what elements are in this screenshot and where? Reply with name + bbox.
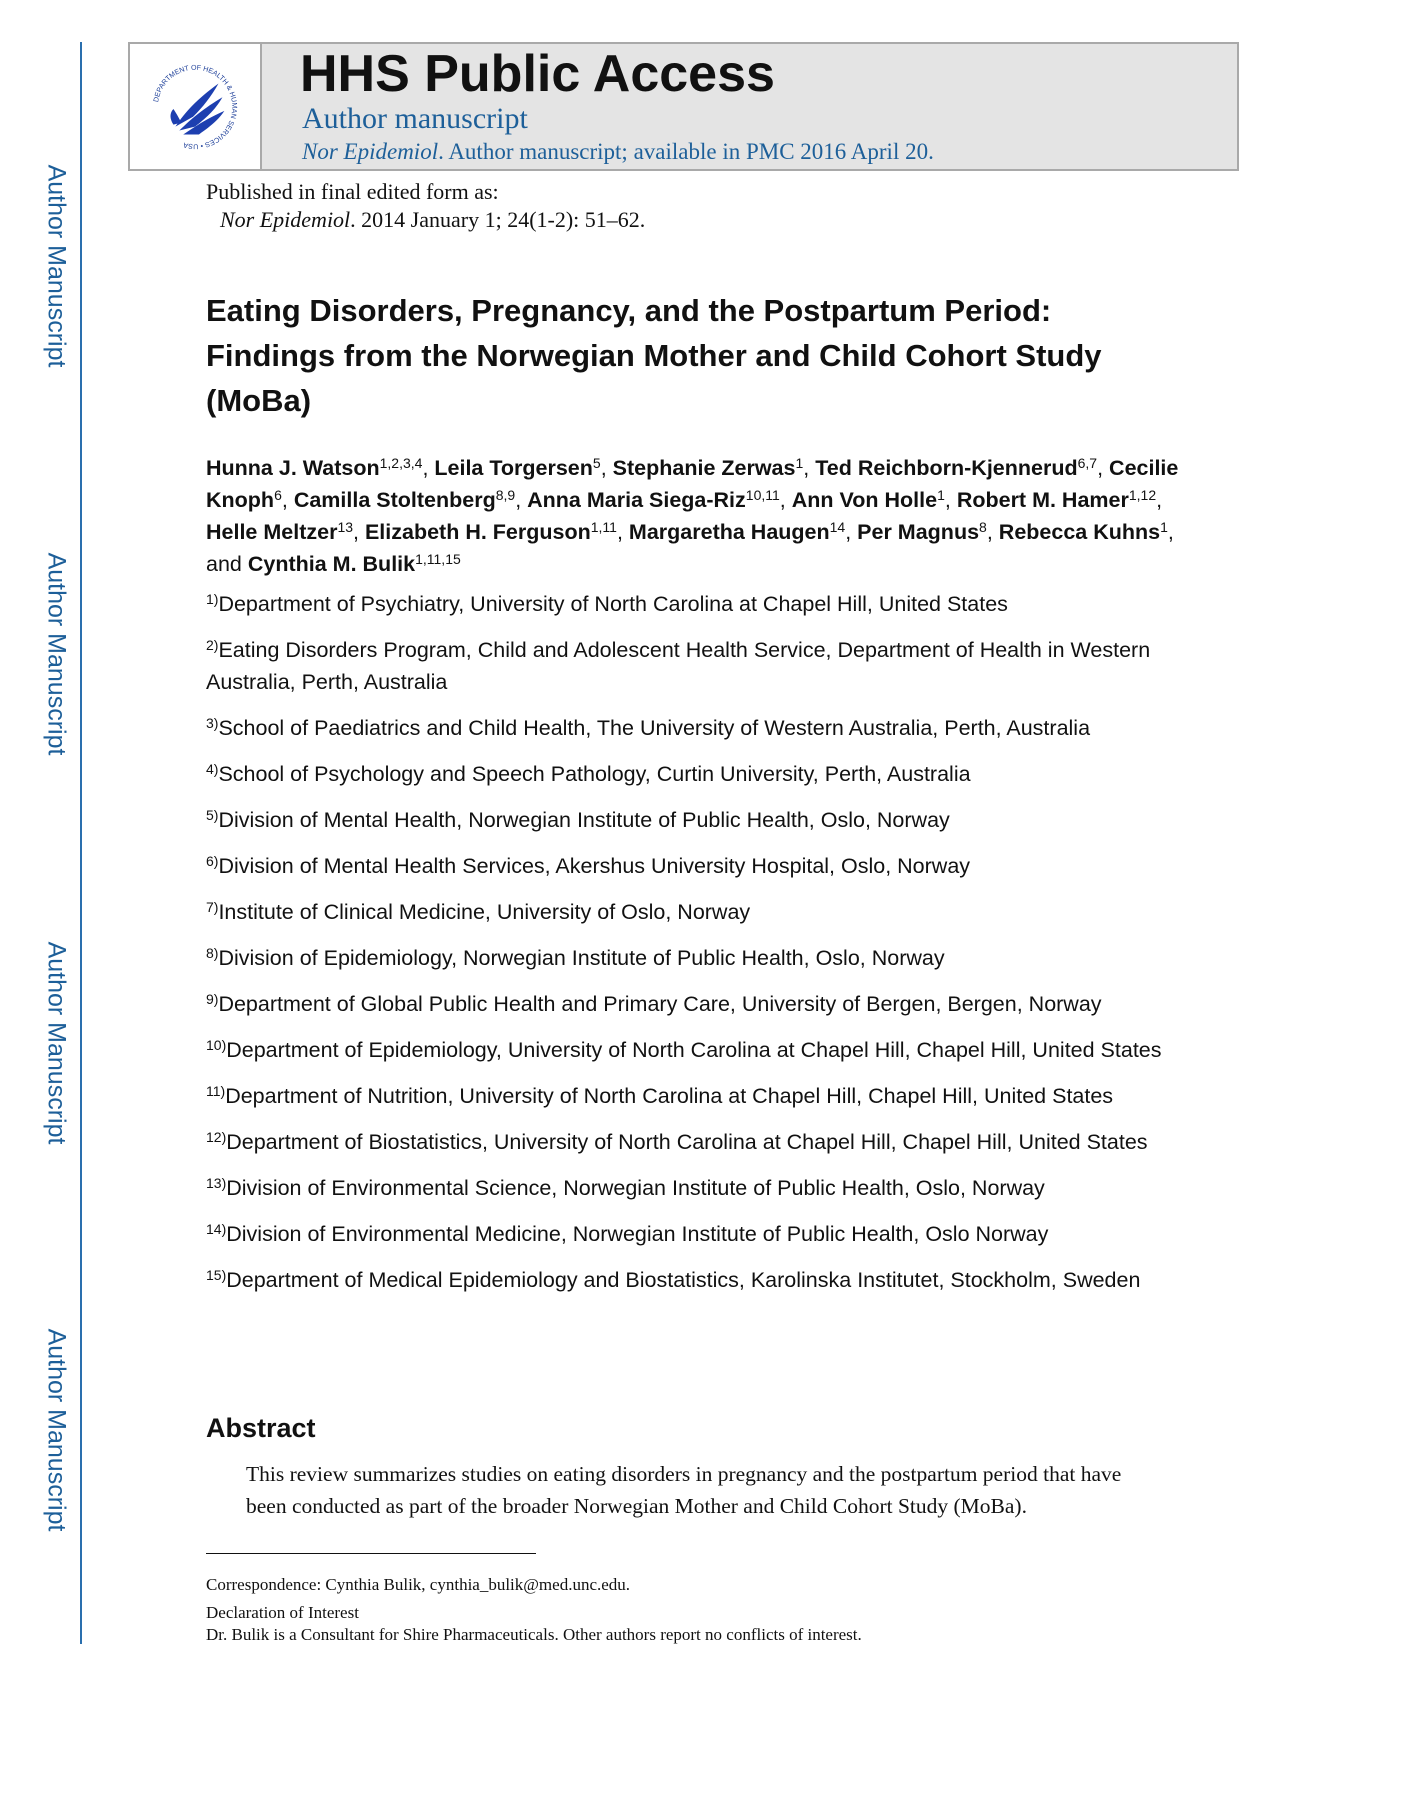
affiliation-text: Department of Epidemiology, University of North Carolina at Chapel Hill, Chapel Hill, United States	[226, 1038, 1162, 1062]
affiliation-item	[206, 1264, 1206, 1296]
affiliation-number: 6)	[206, 853, 219, 869]
sidebar-rule	[80, 42, 82, 1644]
title-line-2: Findings from the Norwegian Mother and Child Cohort Study	[206, 338, 1102, 373]
author-affiliation-sup: 8,9	[495, 487, 516, 503]
title-line-3: (MoBa)	[206, 383, 312, 418]
author-affiliation-sup: 1,2,3,4	[379, 455, 423, 471]
author-affiliation-sup: 1,11	[590, 519, 617, 535]
affiliation-item	[206, 896, 1206, 928]
article-title	[206, 288, 1206, 423]
author-affiliation-sup: 8	[979, 519, 987, 535]
affiliation-number: 5)	[206, 807, 219, 823]
affiliation-number: 4)	[206, 761, 219, 777]
affiliation-number: 12)	[206, 1129, 227, 1145]
author-name: Ann Von Holle	[791, 488, 938, 512]
author-name: Leila Torgersen	[434, 456, 593, 480]
hhs-seal-text: DEPARTMENT OF HEALTH & HUMAN SERVICES • USA	[153, 64, 238, 150]
availability-line	[302, 139, 934, 165]
affiliation-number: 7)	[206, 899, 219, 915]
author-name: Hunna J. Watson	[206, 456, 380, 480]
author-affiliation-sup: 14	[829, 519, 846, 535]
affiliation-number: 10)	[206, 1037, 227, 1053]
author-separator: ,	[1097, 456, 1110, 480]
affiliation-text: Department of Medical Epidemiology and Biostatistics, Karolinska Institutet, Stockholm, Sweden	[226, 1268, 1141, 1292]
affiliation-item	[206, 942, 1206, 974]
affiliation-text: Division of Mental Health Services, Akershus University Hospital, Oslo, Norway	[218, 854, 971, 878]
affiliation-item	[206, 1126, 1206, 1158]
published-line: Published in final edited form as:	[206, 179, 499, 204]
author-separator: ,	[986, 520, 999, 544]
affiliation-item	[206, 850, 1206, 882]
declaration-text: Dr. Bulik is a Consultant for Shire Pharmaceuticals. Other authors report no conflicts of interest.	[206, 1625, 862, 1644]
affiliation-item	[206, 1034, 1206, 1066]
affiliation-number: 1)	[206, 591, 219, 607]
affiliation-item	[206, 588, 1206, 620]
author-separator: ,	[353, 520, 365, 544]
footnote-divider	[206, 1553, 536, 1554]
author-separator: ,	[281, 488, 294, 512]
affiliation-text: Division of Environmental Science, Norwegian Institute of Public Health, Oslo, Norway	[226, 1176, 1045, 1200]
affiliation-text: School of Psychology and Speech Pathology, Curtin University, Perth, Australia	[218, 762, 971, 786]
author-affiliation-sup: 1,11,15	[415, 551, 461, 567]
correspondence-note: Correspondence: Cynthia Bulik, cynthia_bulik@med.unc.edu.	[206, 1575, 631, 1594]
author-separator: ,	[803, 456, 816, 480]
hhs-logo	[130, 44, 262, 169]
citation-journal: Nor Epidemiol	[220, 207, 351, 232]
affiliation-item	[206, 804, 1206, 836]
journal-name: Nor Epidemiol	[302, 139, 439, 164]
author-name: Cynthia M. Bulik	[247, 552, 416, 576]
author-affiliation-sup: 6	[274, 487, 282, 503]
citation-text: . 2014 January 1; 24(1-2): 51–62.	[350, 207, 646, 232]
author-separator: ,	[600, 456, 613, 480]
affiliation-item	[206, 758, 1206, 790]
affiliation-number: 9)	[206, 991, 219, 1007]
author-name: Stephanie Zerwas	[612, 456, 796, 480]
author-separator: ,	[779, 488, 792, 512]
author-name: Robert M. Hamer	[956, 488, 1129, 512]
author-name: Cecilie Knoph	[206, 456, 1179, 512]
hhs-eagle-seal-icon	[146, 58, 244, 156]
affiliation-text: Division of Mental Health, Norwegian Institute of Public Health, Oslo, Norway	[218, 808, 950, 832]
abstract-heading: Abstract	[206, 1413, 316, 1443]
affiliation-item	[206, 712, 1206, 744]
author-separator: ,	[616, 520, 629, 544]
author-name: Elizabeth H. Ferguson	[364, 520, 591, 544]
author-manuscript-label: Author manuscript	[302, 102, 528, 135]
author-affiliation-sup: 13	[337, 519, 354, 535]
affiliation-item	[206, 1218, 1206, 1250]
author-separator: ,	[1156, 488, 1163, 512]
affiliation-list	[206, 588, 1206, 1310]
author-affiliation-sup: 1	[795, 455, 804, 471]
affiliation-text: School of Paediatrics and Child Health, The University of Western Australia, Perth, Australia	[218, 716, 1091, 740]
affiliation-text: Division of Environmental Medicine, Norwegian Institute of Public Health, Oslo Norway	[226, 1222, 1049, 1246]
author-name: Rebecca Kuhns	[998, 520, 1161, 544]
author-name: Anna Maria Siega-Riz	[527, 488, 746, 512]
author-affiliation-sup: 6,7	[1077, 455, 1098, 471]
author-list	[206, 452, 1206, 580]
citation-line	[206, 206, 645, 234]
author-affiliation-sup: 1,12	[1128, 487, 1157, 503]
author-affiliation-sup: 5	[592, 455, 601, 471]
affiliation-text: Department of Biostatistics, University of North Carolina at Chapel Hill, Chapel Hill, United States	[226, 1130, 1148, 1154]
author-separator: ,	[845, 520, 858, 544]
author-separator: ,	[422, 456, 435, 480]
affiliation-number: 11)	[206, 1083, 226, 1099]
author-affiliation-sup: 1	[1160, 519, 1168, 535]
affiliation-number: 8)	[206, 945, 219, 961]
affiliation-number: 14)	[206, 1221, 227, 1237]
author-separator-and: , and	[206, 520, 1174, 576]
affiliation-number: 2)	[206, 637, 219, 653]
author-separator: ,	[944, 488, 957, 512]
affiliation-number: 15)	[206, 1267, 227, 1283]
affiliation-item	[206, 1080, 1206, 1112]
affiliation-number: 3)	[206, 715, 219, 731]
author-name: Margaretha Haugen	[628, 520, 830, 544]
affiliation-text: Institute of Clinical Medicine, University of Oslo, Norway	[218, 900, 751, 924]
title-line-1: Eating Disorders, Pregnancy, and the Postpartum Period:	[206, 293, 1052, 328]
affiliation-text: Division of Epidemiology, Norwegian Institute of Public Health, Oslo, Norway	[218, 946, 945, 970]
affiliation-number: 13)	[206, 1175, 227, 1191]
abstract-text: This review summarizes studies on eating disorders in pregnancy and the postpartum period that have been conducted as part of the broader Norwegian Mother and Child Cohort Study (MoBa).	[246, 1462, 1122, 1518]
affiliation-text: Department of Global Public Health and Primary Care, University of Bergen, Bergen, Norway	[218, 992, 1102, 1016]
affiliation-text: Department of Nutrition, University of North Carolina at Chapel Hill, Chapel Hill, United States	[225, 1084, 1114, 1108]
author-name: Camilla Stoltenberg	[293, 488, 496, 512]
author-name: Helle Meltzer	[206, 520, 338, 544]
author-name: Ted Reichborn-Kjennerud	[815, 456, 1078, 480]
declaration-heading: Declaration of Interest	[206, 1603, 359, 1622]
affiliation-text: Eating Disorders Program, Child and Adolescent Health Service, Department of Health in Western Australia, Perth, Australia	[206, 638, 1151, 694]
affiliation-item	[206, 1172, 1206, 1204]
author-separator: ,	[515, 488, 528, 512]
affiliation-text: Department of Psychiatry, University of North Carolina at Chapel Hill, United States	[218, 592, 1008, 616]
author-affiliation-sup: 10,11	[745, 487, 780, 503]
published-info	[206, 178, 645, 234]
hhs-header	[128, 42, 1239, 171]
affiliation-item	[206, 988, 1206, 1020]
author-affiliation-sup: 1	[937, 487, 945, 503]
hhs-title: HHS Public Access	[300, 45, 775, 103]
availability-text: . Author manuscript; available in PMC 2016 April 20.	[438, 139, 934, 164]
affiliation-item	[206, 634, 1206, 698]
author-name: Per Magnus	[857, 520, 980, 544]
